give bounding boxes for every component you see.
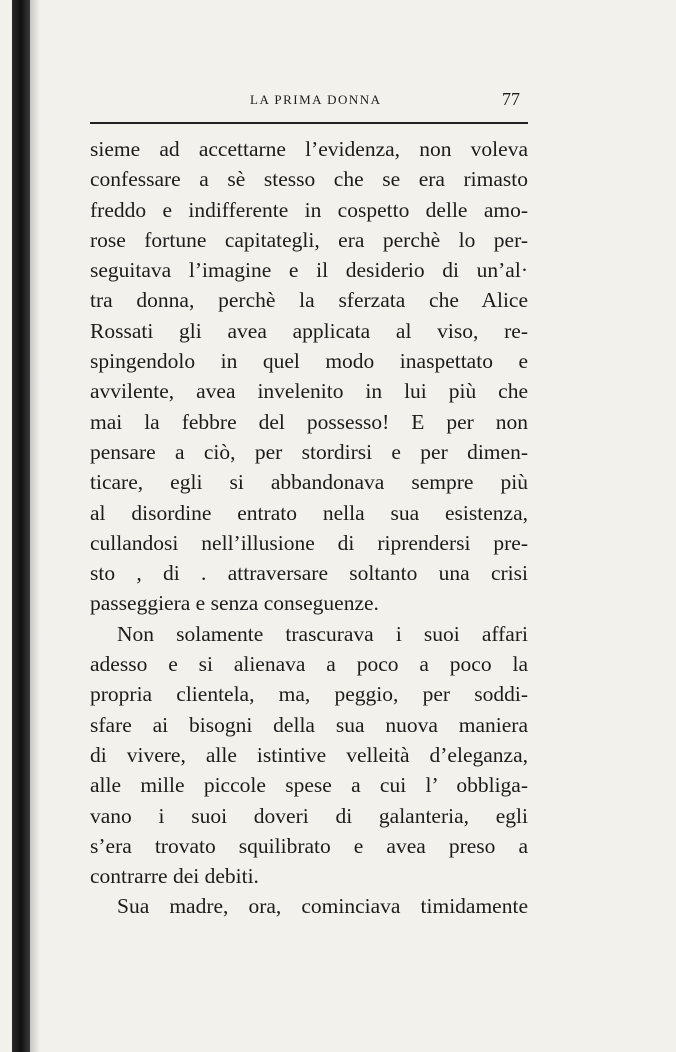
text-line: ticare, egli si abbandonava sempre più [90,470,528,495]
text-line: tra donna, perchè la sferzata che Alice [90,288,528,313]
text-line: mai la febbre del possesso! E per non [90,409,528,434]
body-text [90,134,532,922]
text-line: contrarre dei debiti. [90,864,259,889]
text-line: Non solamente trascurava i suoi affari [117,621,528,646]
text-line: Sua madre, ora, cominciava timidamente [117,894,528,919]
text-line: spingendolo in quel modo inaspettato e [90,349,528,374]
text-line: di vivere, alle istintive velleità d’eleganza, [90,742,528,767]
text-line: seguitava l’imagine e il desiderio di un’al· [90,258,528,283]
header-rule [90,122,528,124]
text-line: sieme ad accettarne l’evidenza, non voleva [90,137,528,161]
text-line: vano i suoi doveri di galanteria, egli [90,803,528,828]
text-line: sto , di . attraversare soltanto una crisi [90,561,528,586]
text-line: pensare a ciò, per stordirsi e per dimen- [90,439,528,464]
text-line: adesso e si alienava a poco a poco la [90,652,528,677]
gutter-shading [30,0,40,1052]
text-line: rose fortune capitategli, era perchè lo per- [90,227,528,252]
book-page [90,86,532,922]
text-line: sfare ai bisogni della sua nuova maniera [90,712,528,737]
running-title: LA PRIMA DONNA [250,92,382,107]
text-line: propria clientela, ma, peggio, per soddi- [90,682,528,707]
text-line: Rossati gli avea applicata al viso, re- [90,318,528,343]
text-line: al disordine entrato nella sua esistenza, [90,500,528,525]
page-number: 77 [502,89,520,109]
text-line: alle mille piccole spese a cui l’ obbliga- [90,773,528,798]
text-line: cullandosi nell’illusione di riprendersi pre- [90,530,528,555]
book-spine-shadow [12,0,30,1052]
text-line: s’era trovato squilibrato e avea preso a [90,833,528,858]
text-line: avvilente, avea invelenito in lui più che [90,379,528,404]
text-line: confessare a sè stesso che se era rimasto [90,167,528,192]
running-head [90,86,532,114]
text-line: passeggiera e senza conseguenze. [90,591,379,616]
text-line: freddo e indifferente in cospetto delle amo- [90,197,528,222]
